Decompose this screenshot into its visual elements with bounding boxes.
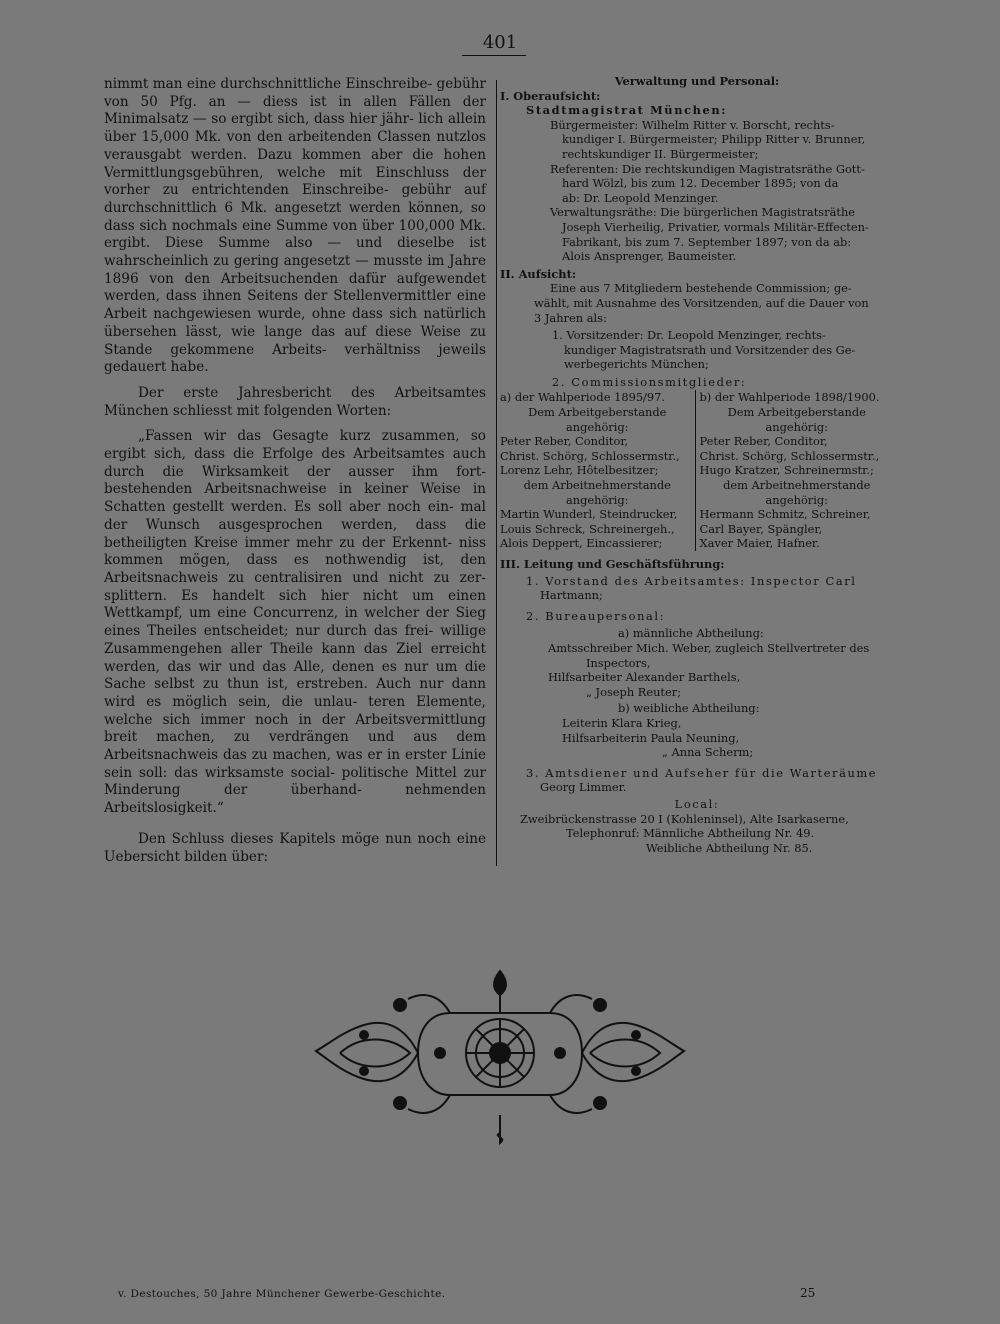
s3-line: Hilfsarbeiter Alexander Barthels, xyxy=(548,670,741,685)
period-b-line: Dem Arbeitgeberstande xyxy=(727,405,866,420)
period-a-line: dem Arbeitnehmerstande xyxy=(523,478,671,493)
s1-line: rechtskundiger II. Bürgermeister; xyxy=(562,146,759,161)
s3-line: 2. Bureaupersonal: xyxy=(526,608,666,623)
period-b-line: dem Arbeitnehmerstande xyxy=(723,478,871,493)
period-a-line: Lorenz Lehr, Hôtelbesitzer; xyxy=(500,463,659,478)
signature-mark: 25 xyxy=(800,1286,816,1300)
s1-line: Fabrikant, bis zum 7. September 1897; von da ab: xyxy=(562,234,852,249)
s2-chair: 1. Vorsitzender: Dr. Leopold Menzinger, rechts- xyxy=(552,328,826,343)
local-line: Zweibrückenstrasse 20 I (Kohleninsel), Alte Isarkaserne, xyxy=(520,811,849,826)
period-a-line: Alois Deppert, Eincassierer; xyxy=(500,536,663,551)
s1-line: Verwaltungsräthe: Die bürgerlichen Magistratsräthe xyxy=(550,205,856,220)
section-1-body xyxy=(500,118,894,264)
period-b-line: Carl Bayer, Spängler, xyxy=(699,521,823,536)
s1-line: Referenten: Die rechtskundigen Magistratsräthe Gott- xyxy=(550,161,865,176)
s1-line: hard Wölzl, bis zum 12. December 1895; von da xyxy=(562,176,839,191)
s3-line: „ Anna Scherm; xyxy=(662,745,754,760)
s3-line: 1. Vorstand des Arbeitsamtes: Inspector Carl xyxy=(526,573,857,588)
period-a xyxy=(500,390,695,551)
period-b-line: Xaver Maier, Hafner. xyxy=(699,536,820,551)
local-title: Local: xyxy=(674,796,720,811)
s2-line: Eine aus 7 Mitgliedern bestehende Commission; ge- xyxy=(550,281,852,296)
s2-members: 2. Commissionsmitglieder: xyxy=(552,374,747,389)
left-paragraph-closing: Den Schluss dieses Kapitels möge nun noch eine Uebersicht bilden über: xyxy=(104,830,486,865)
period-b-line: Peter Reber, Conditor, xyxy=(699,434,828,449)
period-a-line: Peter Reber, Conditor, xyxy=(500,434,629,449)
section-2-title: II. Aufsicht: xyxy=(500,266,577,281)
period-b-line: angehörig: xyxy=(765,419,829,434)
page-number: 401 xyxy=(482,32,518,53)
s1-line: Alois Ansprenger, Baumeister. xyxy=(562,249,737,264)
s3-line: Leiterin Klara Krieg, xyxy=(562,715,682,730)
s2-line: wählt, mit Ausnahme des Vorsitzenden, auf die Dauer von xyxy=(534,295,869,310)
s2-chair: werbegerichts München; xyxy=(564,357,709,372)
period-a-line: a) der Wahlperiode 1895/97. xyxy=(500,390,666,405)
section-1-title: I. Oberaufsicht: xyxy=(500,88,601,103)
s2-chair: kundiger Magistratsrath und Vorsitzender des Ge- xyxy=(564,342,856,357)
s1-line: kundiger I. Bürgermeister; Philipp Ritter v. Brunner, xyxy=(562,132,866,147)
right-heading: Verwaltung und Personal: xyxy=(614,74,780,88)
column-divider xyxy=(496,80,497,866)
left-column xyxy=(104,76,486,866)
s3-line: 3. Amtsdiener und Aufseher für die Warteräume xyxy=(526,765,878,780)
period-a-line: Christ. Schörg, Schlossermstr., xyxy=(500,448,680,463)
section-1-subtitle: Stadtmagistrat München: xyxy=(526,103,728,118)
period-a-line: Louis Schreck, Schreinergeh., xyxy=(500,521,675,536)
section-3-title: III. Leitung und Geschäftsführung: xyxy=(500,557,725,571)
period-b-line: Hugo Kratzer, Schreinermstr.; xyxy=(699,463,874,478)
period-b xyxy=(695,390,895,551)
s3-line: Inspectors, xyxy=(586,655,651,670)
s1-line: Joseph Vierheilig, Privatier, vormals Militär-Effecten- xyxy=(562,219,869,234)
s2-line: 3 Jahren als: xyxy=(534,310,607,325)
s1-line: ab: Dr. Leopold Menzinger. xyxy=(562,190,719,205)
period-a-line: angehörig: xyxy=(565,419,629,434)
left-paragraph-1: nimmt man eine durchschnittliche Einschreibe- gebühr von 50 Pfg. an — diess ist in allen Fällen der Minimalsatz — so ergibt sich, dass hier jähr- lich allein über 15,000 Mk. von den arbeitenden Classen nutzlos verausgabt werden. Dazu kommen aber die hohen Vermittlungsgebühren, welche mit Einschluss der vorher zu entrichtenden Einschreibe- gebühr auf durchschnittlich 6 Mk. angesetzt werden können, so dass sich nochmals eine Summe von über 100,000 Mk. ergibt. Diese Summe also — und dieselbe ist wahrscheinlich zu gering angesetzt — musste im Jahre 1896 von den Arbeitsuchenden dafür aufgewendet werden, dass ihnen Seitens der Stellenvermittler eine Arbeit nachgewiesen wurde, ohne dass sich natürlich übersehen lässt, wie lange das auf diese Weise zu Stande gekommene Arbeits- verhältniss jeweils gedauert habe. xyxy=(104,76,486,376)
s1-line: Bürgermeister: Wilhelm Ritter v. Borscht, rechts- xyxy=(550,117,835,132)
period-b-line: b) der Wahlperiode 1898/1900. xyxy=(699,390,880,405)
footer-citation: v. Destouches, 50 Jahre Münchener Gewerbe-Geschichte. xyxy=(118,1288,446,1300)
s3-line: a) männliche Abtheilung: xyxy=(618,626,764,641)
left-quote: „Fassen wir das Gesagte kurz zusammen, so ergibt sich, dass die Erfolge des Arbeitsamtes auch durch die Wirksamkeit der ausser ihm fort- bestehenden Arbeitsnachweise in keiner Weise in Schatten gestellt werden. Es soll aber noch ein- mal der Wunsch ausgesprochen werden, dass die betheiligten Kreise immer mehr zu der Erkennt- niss kommen mögen, dass es nothwendig ist, den Arbeitsnachweis zu centralisiren und nicht zu zer- splittern. Es handelt sich hier nicht um einen Wettkampf, um eine Concurrenz, in welcher der Sieg eines Theiles entscheidet; nur durch das frei- willige Zusammengehen aller Theile kann das Ziel erreicht werden, das wir und das Alle, denen es nur um die Sache selbst zu thun ist, erstreben. Auch nur dann wird es möglich sein, die unlau- teren Elemente, welche sich immer noch in der Arbeitsvermittlung breit machen, zu verdrängen und aus dem Arbeitsnachweis das zu machen, was er in erster Linie sein soll: das wirksamste social- politische Mittel zur Minderung der überhand- nehmenden Arbeitslosigkeit.“ xyxy=(104,428,486,817)
local-line: Weibliche Abtheilung Nr. 85. xyxy=(646,840,813,855)
period-b-line: Hermann Schmitz, Schreiner, xyxy=(699,507,871,522)
period-b-line: angehörig: xyxy=(765,492,829,507)
s3-line: b) weibliche Abtheilung: xyxy=(618,701,760,716)
period-a-line: angehörig: xyxy=(565,492,629,507)
left-paragraph-2: Der erste Jahresbericht des Arbeitsamtes München schliesst mit folgenden Worten: xyxy=(104,384,486,419)
s3-line: Amtsschreiber Mich. Weber, zugleich Stellvertreter des xyxy=(548,640,870,655)
s3-line: Georg Limmer. xyxy=(540,780,627,795)
right-column xyxy=(500,74,894,855)
ornament-vignette-icon xyxy=(300,965,700,1145)
local-line: Telephonruf: Männliche Abtheilung Nr. 49. xyxy=(566,826,815,841)
period-a-line: Martin Wunderl, Steindrucker, xyxy=(500,507,678,522)
page-number-rule xyxy=(462,55,526,56)
members-table xyxy=(500,390,894,551)
s3-line: Hilfsarbeiterin Paula Neuning, xyxy=(562,730,740,745)
period-a-line: Dem Arbeitgeberstande xyxy=(528,405,667,420)
s3-line: „ Joseph Reuter; xyxy=(586,684,682,699)
s3-line: Hartmann; xyxy=(540,588,603,603)
period-b-line: Christ. Schörg, Schlossermstr., xyxy=(699,448,880,463)
